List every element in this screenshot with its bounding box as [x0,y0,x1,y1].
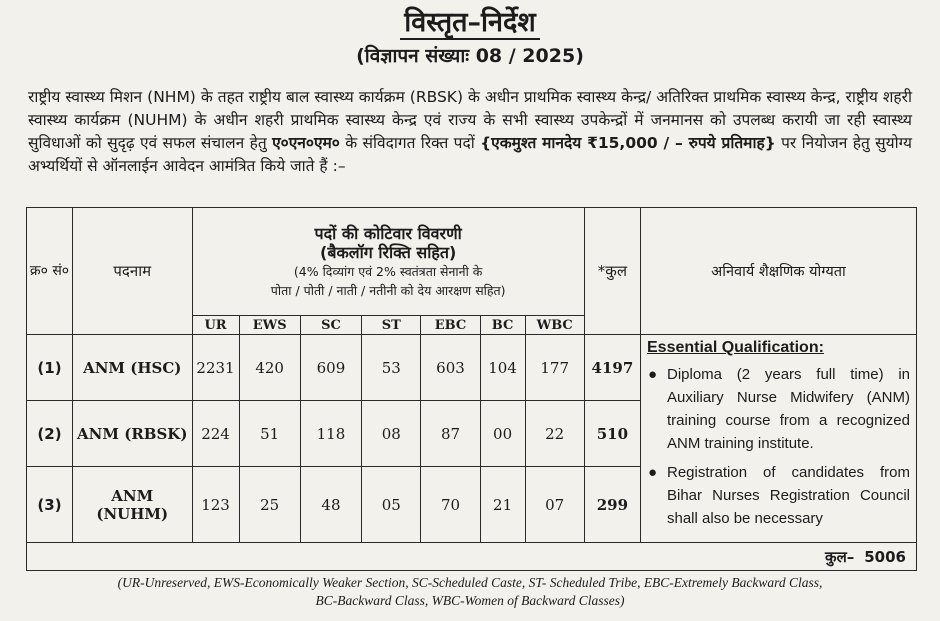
vacancy-table [26,207,917,571]
category-ews: EWS [239,316,300,335]
header-category-note-1: (4% दिव्यांग एवं 2% स्वतंत्रता सेनानी के [293,263,483,279]
cell-st: 05 [362,467,421,543]
qualification-heading: Essential Qualification: [647,339,824,356]
category-ebc: EBC [421,316,480,335]
abbreviation-legend [0,574,940,610]
cell-ur: 2231 [192,335,239,401]
grand-total-label: कुल– [825,547,855,566]
row-post: ANM (RBSK) [72,401,192,467]
grand-total [27,543,917,571]
cell-ur: 224 [192,401,239,467]
header-category-title: पदों की कोटिवार विवरणी [314,223,462,243]
intro-post-name: ए०एन०एम० [272,134,340,152]
row-serial: (1) [27,335,73,401]
bullet-icon: ● [648,464,658,481]
header-total: *कुल [584,208,640,335]
intro-text-c: पर नियोजन हेतु सुयोग्य अभ्यर्थियों से ऑनलाईन आवेदन आमंत्रित किये जाते हैं :– [28,134,912,175]
header-qualification: अनिवार्य शैक्षणिक योग्यता [641,208,917,335]
legend-line-2: BC-Backward Class, WBC-Women of Backward Classes) [315,593,625,608]
table-row [27,335,917,401]
qualification-cell [641,335,917,543]
row-post: ANM (NUHM) [72,467,192,543]
grand-total-row [27,543,917,571]
category-st: ST [362,316,421,335]
cell-st: 08 [362,401,421,467]
row-serial: (2) [27,401,73,467]
cell-sc: 118 [300,401,361,467]
category-wbc: WBC [525,316,584,335]
header-category-subtitle: (बैकलॉग रिक्ति सहित) [320,242,457,262]
cell-ur: 123 [192,467,239,543]
row-post: ANM (HSC) [72,335,192,401]
intro-text-b: के संविदागत रिक्त पदों [339,134,481,152]
qualification-item [645,461,910,530]
qualification-item-text: Diploma (2 years full time) in Auxiliary Nurse Midwifery (ANM) training course from a recognized ANM training institute. [667,366,910,452]
page-title: विस्तृत–निर्देश [0,2,940,39]
cell-wbc: 177 [525,335,584,401]
cell-bc: 21 [480,467,525,543]
cell-sc: 609 [300,335,361,401]
advertisement-number: (विज्ञापन संख्याः 08 / 2025) [356,45,584,67]
cell-wbc: 22 [525,401,584,467]
category-ur: UR [192,316,239,335]
qualification-item-text: Registration of candidates from Bihar Nurses Registration Council shall also be necessary [667,464,910,527]
category-bc: BC [480,316,525,335]
cell-ews: 51 [239,401,300,467]
row-total: 510 [584,401,640,467]
header-post: पदनाम [72,208,192,335]
bullet-icon: ● [648,366,658,383]
header-category-note-2: पोता / पोती / नाती / नतीनी को देय आरक्षण सहित) [270,282,506,298]
header-category [192,208,584,316]
cell-wbc: 07 [525,467,584,543]
qualification-item [645,363,910,455]
legend-line-1: (UR-Unreserved, EWS-Economically Weaker Section, SC-Scheduled Caste, ST- Scheduled Tribe, EBC-Extremely Backward Class, [117,575,823,590]
intro-paragraph [28,86,912,178]
row-serial: (3) [27,467,73,543]
intro-text-a: राष्ट्रीय स्वास्थ्य मिशन (NHM) के तहत राष्ट्रीय बाल स्वास्थ्य कार्यक्रम (RBSK) के अधीन प्राथमिक स्वास्थ्य केन्द्र/ अतिरिक्त प्राथमिक स्वास्थ्य केन्द्र, राष्ट्रीय शहरी स्वास्थ्य कार्यक्रम (NUHM) के अधीन शहरी प्राथमिक स्वास्थ्य केन्द्र एवं राज्य के सभी स्वास्थ्य उपकेन्द्रों में जनमानस को उपलब्ध करायी जा रही स्वास्थ्य सुविधाओं को सुदृढ़ एवं सफल संचालन हेतु [28,88,912,152]
cell-bc: 104 [480,335,525,401]
grand-total-value: 5006 [864,547,906,566]
cell-ebc: 70 [421,467,480,543]
cell-sc: 48 [300,467,361,543]
cell-ebc: 87 [421,401,480,467]
cell-ews: 25 [239,467,300,543]
cell-ews: 420 [239,335,300,401]
category-sc: SC [300,316,361,335]
header-serial: क्र० सं० [27,208,73,335]
cell-ebc: 603 [421,335,480,401]
row-total: 299 [584,467,640,543]
cell-bc: 00 [480,401,525,467]
intro-honorarium: {एकमुश्त मानदेय ₹15,000 / – रुपये प्रतिमाह} [480,134,776,152]
cell-st: 53 [362,335,421,401]
row-total: 4197 [584,335,640,401]
